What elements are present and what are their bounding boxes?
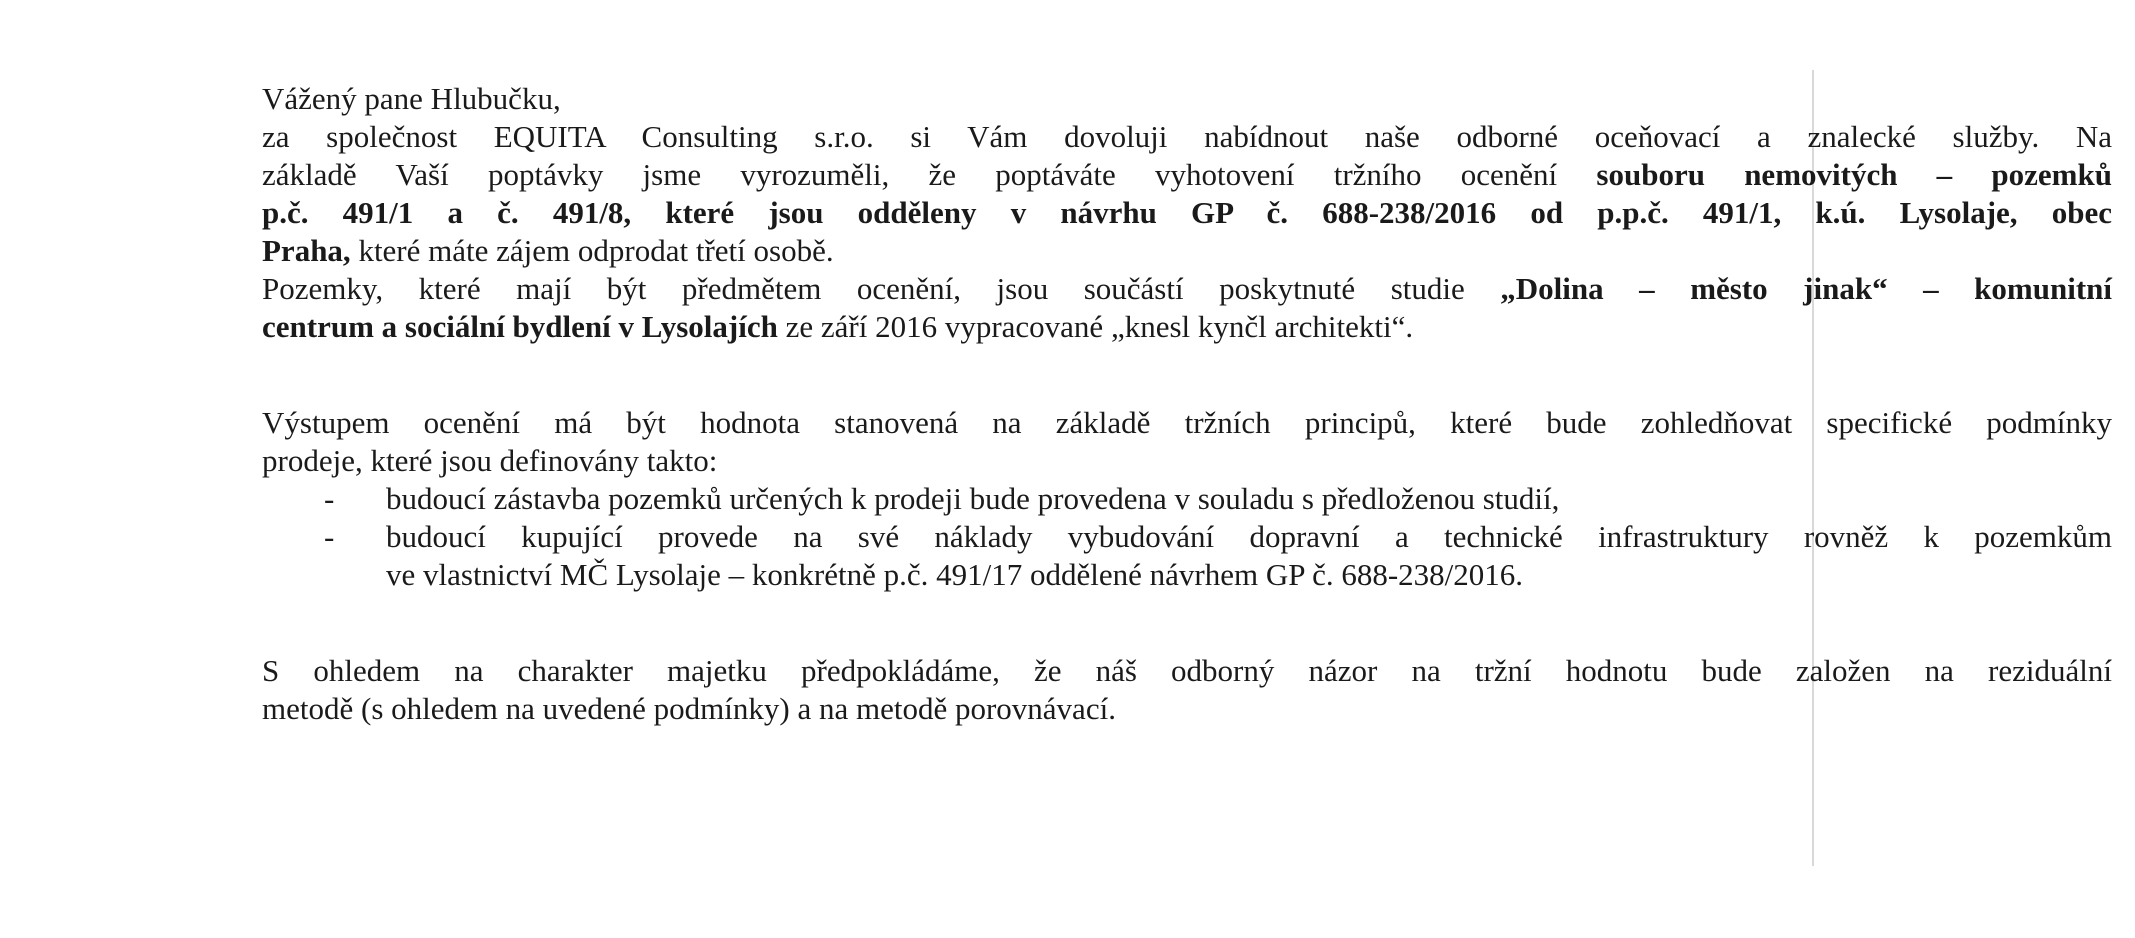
bullet-dash: -	[324, 481, 335, 516]
bullet-dash: -	[324, 519, 335, 554]
offer-line-3-bold: p.č. 491/1 a č. 491/8, které jsou odděleny v návrhu GP č. 688-238/2016 od p.p.č. 491/1, k.ú. Lysolaje, obec	[262, 195, 2112, 230]
paragraph-gap	[262, 594, 2112, 652]
list-item	[262, 480, 2112, 518]
paragraph-offer-line-2	[262, 156, 2112, 194]
study-line-1-text: Pozemky, které mají být předmětem ocenění, jsou součástí poskytnuté studie	[262, 271, 1501, 306]
list-item	[262, 518, 2112, 594]
conditions-list	[262, 480, 2112, 594]
paragraph-offer-line-1	[262, 118, 2112, 156]
paragraph-study-line-1	[262, 270, 2112, 308]
list-item-text: budoucí zástavba pozemků určených k prodeji bude provedena v souladu s předloženou studií,	[386, 481, 1560, 516]
salutation	[262, 80, 2112, 118]
letter-body	[262, 80, 2112, 728]
study-line-2-text: ze září 2016 vypracované „knesl kynčl architekti“.	[777, 309, 1414, 344]
paragraph-output-line-1	[262, 404, 2112, 442]
paragraph-method	[262, 652, 2112, 728]
list-item-line-2: ve vlastnictví MČ Lysolaje – konkrétně p.č. 491/17 oddělené návrhem GP č. 688-238/2016.	[386, 557, 1524, 592]
offer-line-2-bold: souboru nemovitých – pozemků	[1596, 157, 2112, 192]
offer-line-4-text: které máte zájem odprodat třetí osobě.	[350, 233, 834, 268]
paragraph-method-line-1	[262, 652, 2112, 690]
paragraph-output-line-2	[262, 442, 2112, 480]
offer-line-2-text: základě Vaší poptávky jsme vyrozuměli, že poptáváte vyhotovení tržního ocenění	[262, 157, 1597, 192]
paragraph-offer	[262, 118, 2112, 270]
paragraph-study	[262, 270, 2112, 346]
paragraph-offer-line-3	[262, 194, 2112, 232]
offer-line-4-bold: Praha,	[262, 233, 351, 268]
paragraph-offer-line-4	[262, 232, 2112, 270]
paragraph-method-line-2: metodě (s ohledem na uvedené podmínky) a na metodě porovnávací.	[262, 691, 1116, 726]
list-item-line-1	[386, 518, 2112, 556]
study-line-1-bold: „Dolina – město jinak“ – komunitní	[1500, 271, 2112, 306]
output-line-1-text: Výstupem ocenění má být hodnota stanovená na základě tržních principů, které bude zohledňovat specifické podmínky	[262, 405, 2112, 440]
study-line-2-bold: centrum a sociální bydlení v Lysolajích	[262, 309, 778, 344]
paragraph-output	[262, 404, 2112, 480]
paragraph-study-line-2	[262, 308, 2112, 346]
list-item-text: budoucí kupující provede na své náklady vybudování dopravní a technické infrastruktury rovněž k pozemkům	[386, 519, 2112, 554]
salutation-text: Vážený pane Hlubučku,	[262, 81, 561, 116]
offer-line-1-text: za společnost EQUITA Consulting s.r.o. si Vám dovoluji nabídnout naše odborné oceňovací a znalecké služby. Na	[262, 119, 2112, 154]
paragraph-gap	[262, 346, 2112, 404]
output-line-2-text: prodeje, které jsou definovány takto:	[262, 443, 718, 478]
method-line-1-text: S ohledem na charakter majetku předpokládáme, že náš odborný názor na tržní hodnotu bude založen na reziduální	[262, 653, 2112, 688]
